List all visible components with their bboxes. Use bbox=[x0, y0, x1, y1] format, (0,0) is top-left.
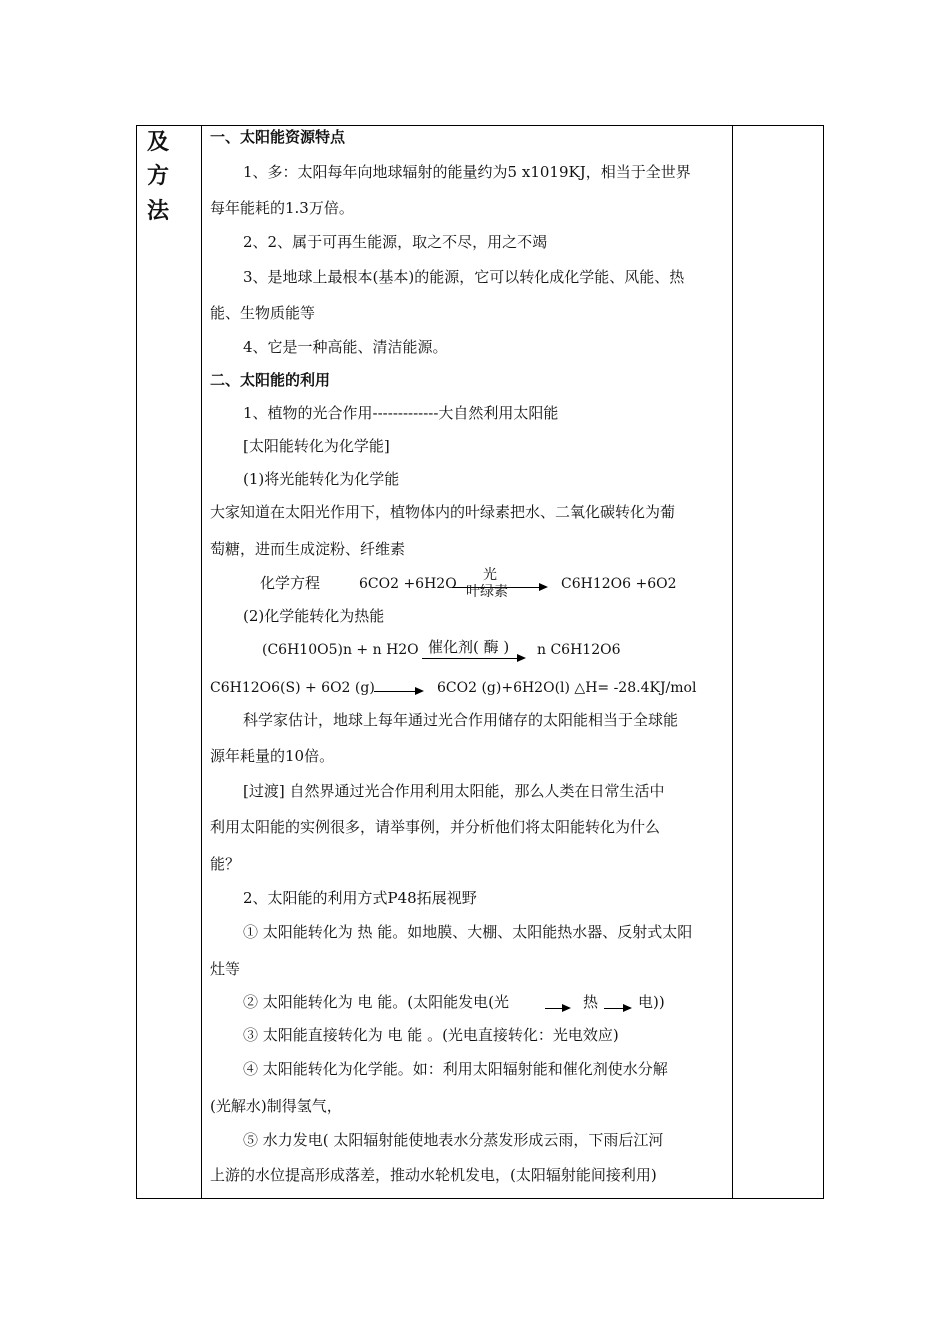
use3: ③ 太阳能直接转化为 电 能 。(光电直接转化：光电效应) bbox=[243, 1026, 619, 1044]
eq1-products: C6H12O6 +6O2 bbox=[561, 576, 677, 592]
s1-item3-line2: 能、生物质能等 bbox=[210, 304, 316, 322]
s2-para2-line2: 源年耗量的10倍。 bbox=[210, 747, 335, 765]
s1-item2: 2、2、属于可再生能源，取之不尽，用之不竭 bbox=[243, 233, 548, 251]
eq3-arrow-icon bbox=[374, 691, 422, 692]
s2-sub1: (1)将光能转化为化学能 bbox=[243, 470, 400, 488]
s1-item3-line1: 3、是地球上最根本(基本)的能源，它可以转化成化学能、风能、热 bbox=[243, 268, 685, 286]
s2-para1-line1: 大家知道在太阳光作用下，植物体内的叶绿素把水、二氧化碳转化为葡 bbox=[210, 503, 676, 521]
eq3-products: 6CO2 (g)+6H2O(l) △H= -28.4KJ/mol bbox=[437, 680, 697, 696]
eq1-reactants: 6CO2 +6H2O bbox=[359, 576, 457, 592]
use2-prefix: ② 太阳能转化为 电 能。(太阳能发电(光 bbox=[243, 993, 510, 1011]
section-1-title: 一、太阳能资源特点 bbox=[210, 128, 346, 146]
s2-transition-line3: 能？ bbox=[210, 855, 241, 873]
s2-para1-line2: 萄糖，进而生成淀粉、纤维素 bbox=[210, 540, 406, 558]
eq2-arrow-icon bbox=[422, 658, 524, 659]
eq1-condition-top: 光 bbox=[483, 567, 497, 583]
section-2-title: 二、太阳能的利用 bbox=[210, 371, 331, 389]
eq1-label: 化学方程 bbox=[260, 574, 321, 592]
use2-arrow-2-icon bbox=[604, 1008, 630, 1009]
use1-line1: ① 太阳能转化为 热 能。如地膜、大棚、太阳能热水器、反射式太阳 bbox=[243, 923, 693, 941]
s2-transition-line1: [过渡] 自然界通过光合作用利用太阳能，那么人类在日常生活中 bbox=[243, 782, 665, 800]
eq3-reactants: C6H12O6(S) + 6O2 (g) bbox=[210, 680, 375, 696]
eq1-condition-bottom: 叶绿素 bbox=[466, 584, 508, 600]
s1-item1-line2: 每年能耗的1.3万倍。 bbox=[210, 199, 354, 217]
s2-bracket-note: [太阳能转化为化学能] bbox=[243, 437, 390, 455]
s2-item2: 2、太阳能的利用方式P48拓展视野 bbox=[243, 889, 477, 907]
use2-arrow-1-icon bbox=[545, 1008, 569, 1009]
side-label-char-2: 方 bbox=[147, 164, 170, 189]
eq2-reactants: (C6H10O5)n + n H2O bbox=[262, 642, 419, 658]
use1-line2: 灶等 bbox=[210, 960, 241, 978]
s2-sub2: (2)化学能转化为热能 bbox=[243, 607, 385, 625]
s1-item1-line1: 1、多：太阳每年向地球辐射的能量约为5 x1019KJ，相当于全世界 bbox=[243, 163, 691, 181]
eq2-products: n C6H12O6 bbox=[537, 642, 621, 658]
use5-line2: 上游的水位提高形成落差，推动水轮机发电，(太阳辐射能间接利用) bbox=[210, 1166, 657, 1184]
s2-para2-line1: 科学家估计，地球上每年通过光合作用储存的太阳能相当于全球能 bbox=[243, 711, 679, 729]
use2-suffix: 电)) bbox=[638, 993, 665, 1011]
eq2-condition: 催化剂( 酶 ) bbox=[428, 638, 510, 656]
side-label-char-1: 及 bbox=[147, 130, 170, 155]
s2-item1: 1、植物的光合作用-------------大自然利用太阳能 bbox=[243, 404, 559, 422]
side-label-char-3: 法 bbox=[147, 199, 170, 224]
use2-mid: 热 bbox=[583, 993, 599, 1011]
use5-line1: ⑤ 水力发电( 太阳辐射能使地表水分蒸发形成云雨，下雨后江河 bbox=[243, 1131, 664, 1149]
s1-item4: 4、它是一种高能、清洁能源。 bbox=[243, 338, 448, 356]
use4-line2: (光解水)制得氢气， bbox=[210, 1097, 342, 1115]
use4-line1: ④ 太阳能转化为化学能。如：利用太阳辐射能和催化剂使水分解 bbox=[243, 1060, 668, 1078]
s2-transition-line2: 利用太阳能的实例很多，请举事例，并分析他们将太阳能转化为什么 bbox=[210, 818, 661, 836]
